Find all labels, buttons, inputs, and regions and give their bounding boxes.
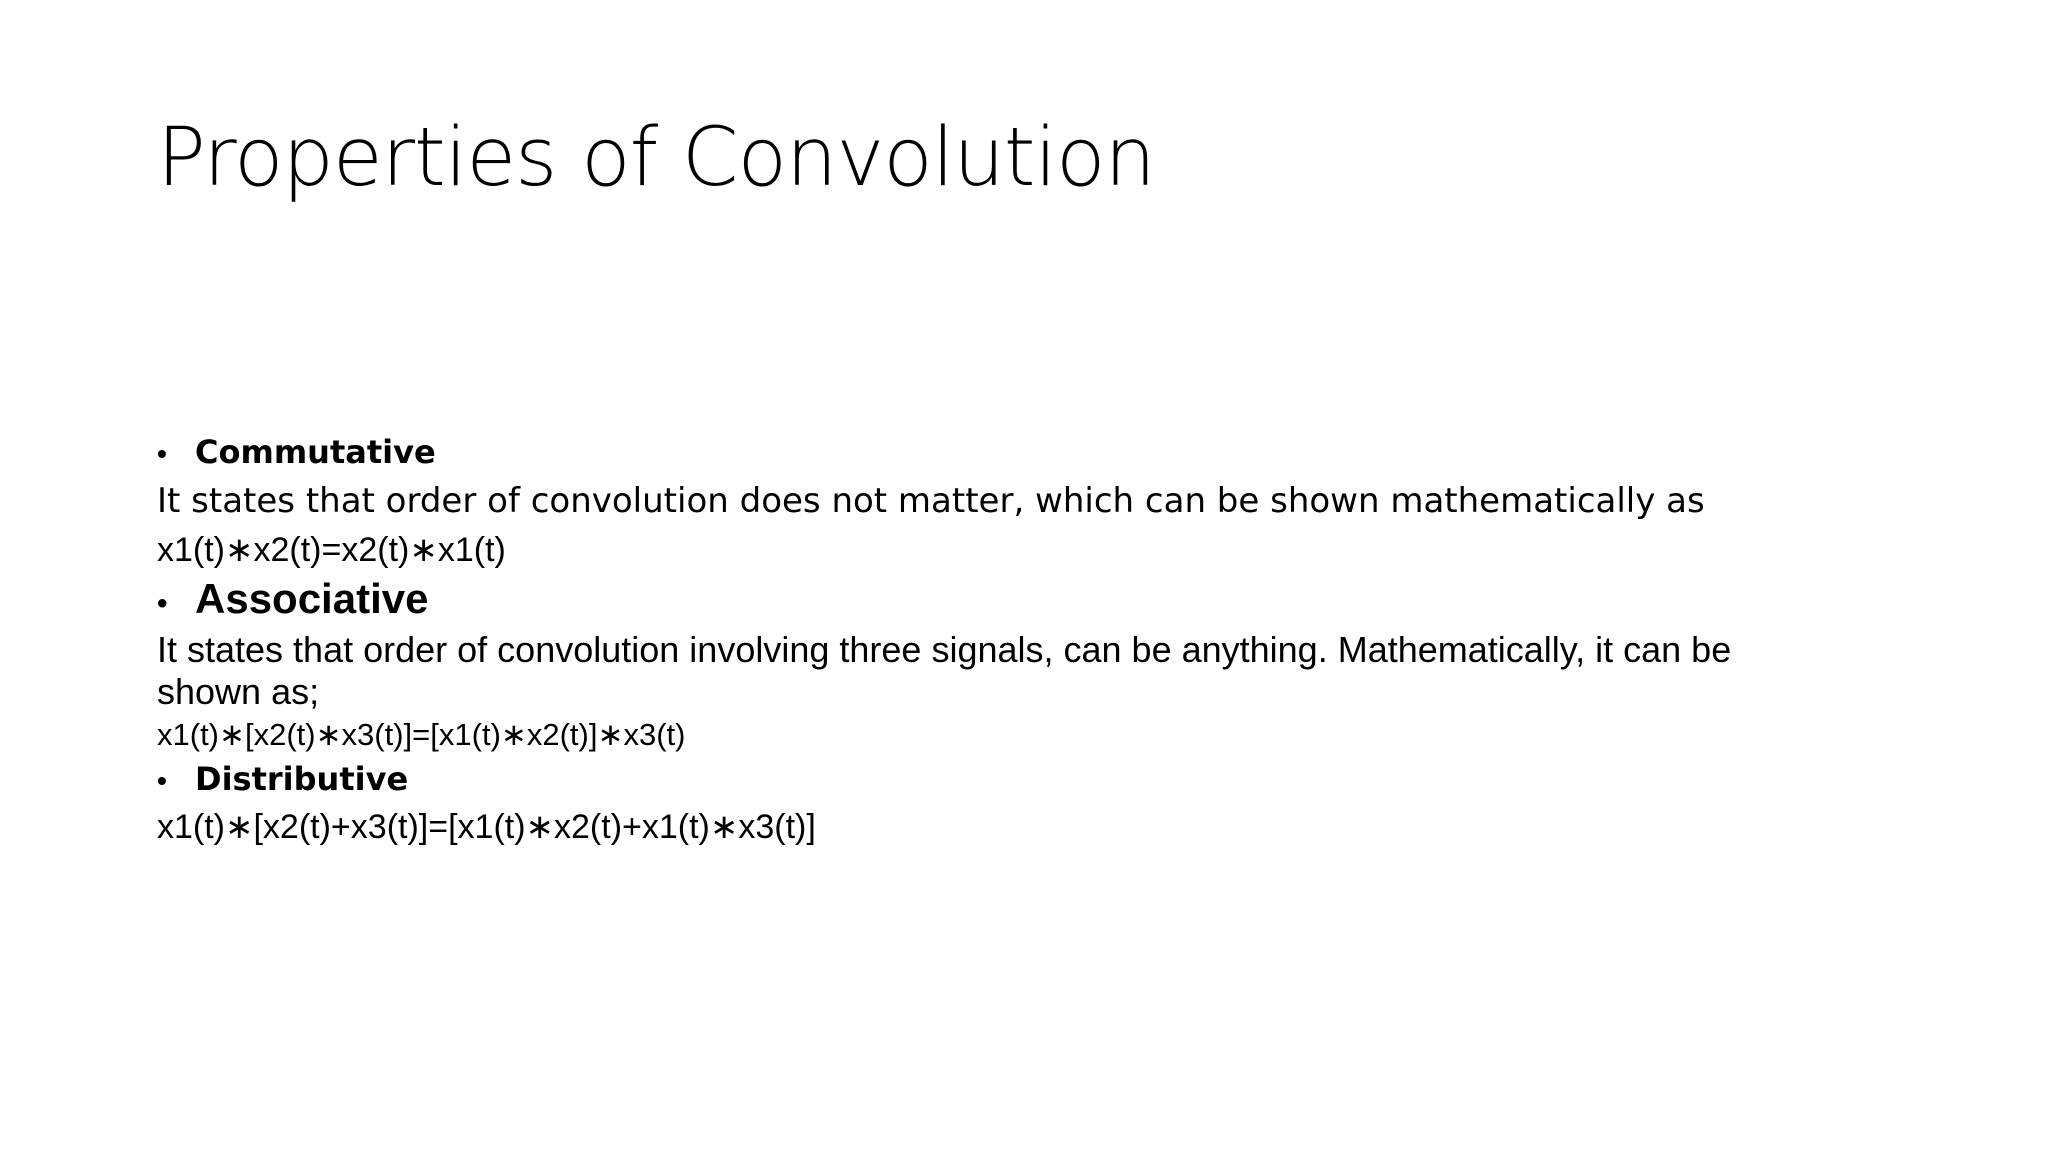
slide-title: Properties of Convolution bbox=[157, 111, 1155, 205]
bullet-associative bbox=[157, 574, 1757, 629]
distributive-equation: x1(t)∗[x2(t)+x3(t)]=[x1(t)∗x2(t)+x1(t)∗x3(t)] bbox=[157, 808, 816, 846]
bullet-heading-associative: Associative bbox=[195, 575, 429, 622]
bullet-heading-distributive: Distributive bbox=[195, 760, 409, 798]
commutative-equation: x1(t)∗x2(t)=x2(t)∗x1(t) bbox=[157, 531, 506, 569]
bullet-distributive bbox=[157, 757, 1757, 803]
slide-content bbox=[157, 430, 1757, 851]
bullet-marker: • bbox=[157, 765, 167, 796]
bullet-commutative bbox=[157, 430, 1757, 476]
associative-description: It states that order of convolution involving three signals, can be anything. Mathematically, it can be shown as; bbox=[157, 629, 1732, 712]
bullet-marker: • bbox=[157, 438, 167, 469]
commutative-description: It states that order of convolution does not matter, which can be shown mathematically as bbox=[157, 481, 1705, 521]
bullet-marker: • bbox=[157, 587, 168, 620]
associative-equation: x1(t)∗[x2(t)∗x3(t)]=[x1(t)∗x2(t)]∗x3(t) bbox=[157, 717, 686, 752]
bullet-heading-commutative: Commutative bbox=[195, 433, 436, 471]
